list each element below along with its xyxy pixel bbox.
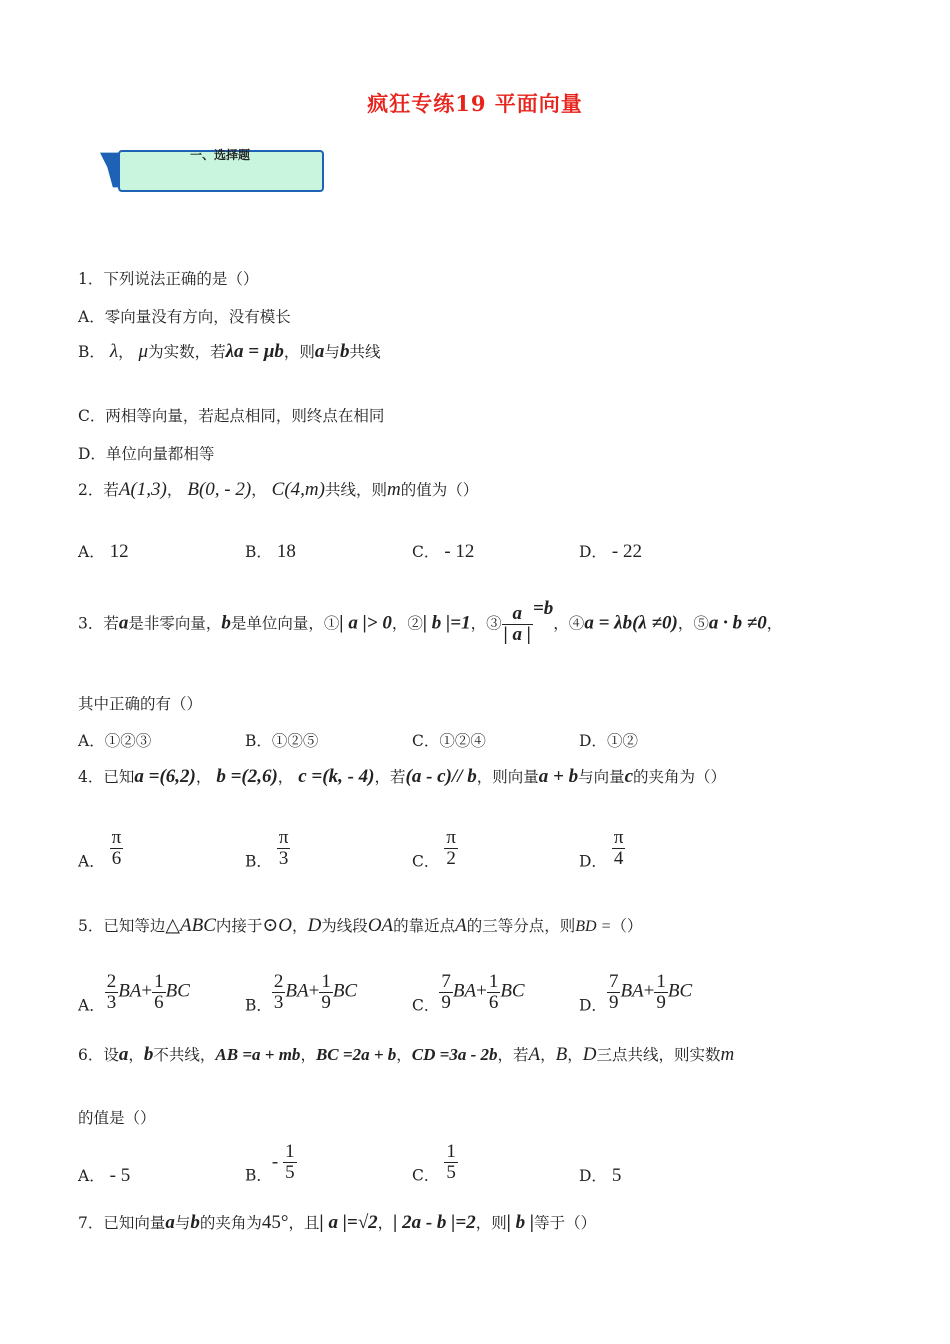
q2-option-c: C． - 12	[412, 541, 475, 562]
q2-stem: 2．若A(1,3)， B(0, - 2)， C(4,m)共线，则m的值为（）	[78, 479, 479, 500]
lambda-symbol: λ	[109, 341, 119, 362]
q3-stem: 3．若a是非零向量，b是单位向量，①| a |> 0，②| b |=1，③ $\frac{a}{| a |}$ =b，④a = λb(λ ≠0)，⑤a · b ≠0，	[78, 598, 783, 645]
q4-option-a: A． $\frac{\pi}{6}$	[78, 827, 122, 871]
page-title: 疯狂专练19 平面向量	[367, 91, 583, 116]
q6-option-c: C． $\frac{1}{5}$	[412, 1141, 456, 1185]
statement-1: | a |> 0	[339, 612, 392, 634]
q5-option-c: C． $\frac{7}{9}$ BA+ $\frac{1}{6}$ BC	[412, 971, 525, 1015]
point-c: C(4,m)	[271, 479, 325, 500]
section-label: 一、选择题	[190, 148, 251, 162]
statement-5: a · b ≠0	[708, 612, 767, 634]
q2-option-a: A． 12	[78, 541, 129, 562]
q1-option-c: C．两相等向量，若起点相同，则终点在相同	[78, 407, 385, 425]
q5-option-a: A． $\frac{2}{3}$ BA+ $\frac{1}{6}$ BC	[78, 971, 190, 1015]
vector-bc: BC =2a + b	[315, 1045, 397, 1064]
vector-a-def: a =(6,2)	[134, 766, 196, 787]
statement-3-fraction: $\frac{a}{| a |}$	[503, 603, 531, 645]
q5-stem: 5．已知等边△ABC内接于⊙O，D为线段OA的靠近点A的三等分点，则BD =（）	[78, 915, 643, 936]
point-a: A(1,3)	[118, 479, 167, 500]
q1-option-d: D．单位向量都相等	[78, 445, 215, 463]
magnitude-2a-minus-b: | 2a - b |=2	[393, 1212, 476, 1233]
q4-option-c: C． $\frac{\pi}{2}$	[412, 827, 456, 871]
option-label: B．	[78, 343, 105, 361]
statement-2: | b |=1	[422, 612, 471, 634]
parallel-condition: (a - c)// b	[405, 766, 477, 787]
q1-option-a: A．零向量没有方向，没有模长	[78, 308, 291, 326]
vector-b-def: b =(2,6)	[216, 766, 278, 787]
vector-cd: CD =3a - 2b	[411, 1045, 498, 1064]
q6-option-b: B．- $\frac{1}{5}$	[245, 1141, 295, 1185]
q3-option-b: B．①②⑤	[245, 732, 319, 750]
q3-option-d: D．①②	[579, 732, 638, 750]
q1-stem: 1．下列说法正确的是（）	[78, 270, 259, 288]
q6-option-a: A． - 5	[78, 1165, 131, 1186]
mu-symbol: μ	[138, 341, 149, 362]
magnitude-b: | b |	[506, 1212, 535, 1233]
q2-option-b: B． 18	[245, 541, 296, 562]
q4-option-b: B． $\frac{\pi}{3}$	[245, 827, 289, 871]
q1-option-b: B． λ， μ为实数，若λa = μb，则a与b共线	[78, 341, 381, 362]
q6-stem-line2: 的值是（）	[78, 1109, 156, 1127]
statement-4: a = λb(λ ≠0)	[584, 612, 678, 634]
q2-option-d: D． - 22	[579, 541, 642, 562]
q6-option-d: D． 5	[579, 1165, 622, 1186]
q3-option-a: A．①②③	[78, 732, 152, 750]
vector-c-def: c =(k, - 4)	[298, 766, 375, 787]
q5-option-b: B． $\frac{2}{3}$ BA+ $\frac{1}{9}$ BC	[245, 971, 358, 1015]
q3-option-c: C．①②④	[412, 732, 486, 750]
q4-stem: 4．已知a =(6,2)， b =(2,6)， c =(k, - 4)，若(a - c)// b，则向量a + b与向量c的夹角为（）	[78, 766, 727, 787]
vector-ab: AB =a + mb	[215, 1045, 301, 1064]
q3-stem-line2: 其中正确的有（）	[78, 695, 203, 713]
equation: λa = μb	[225, 341, 284, 362]
q5-option-d: D． $\frac{7}{9}$ BA+ $\frac{1}{9}$ BC	[579, 971, 693, 1015]
q6-stem: 6．设a，b不共线，AB =a + mb，BC =2a + b，CD =3a - 2b，若A，B，D三点共线，则实数m	[78, 1044, 735, 1065]
q7-stem: 7．已知向量a与b的夹角为45°，且| a |=√2，| 2a - b |=2，则| b |等于（）	[78, 1212, 597, 1233]
magnitude-a: | a |=√2	[319, 1212, 378, 1233]
point-b: B(0, - 2)	[187, 479, 252, 500]
q4-option-d: D． $\frac{\pi}{4}$	[579, 827, 624, 871]
